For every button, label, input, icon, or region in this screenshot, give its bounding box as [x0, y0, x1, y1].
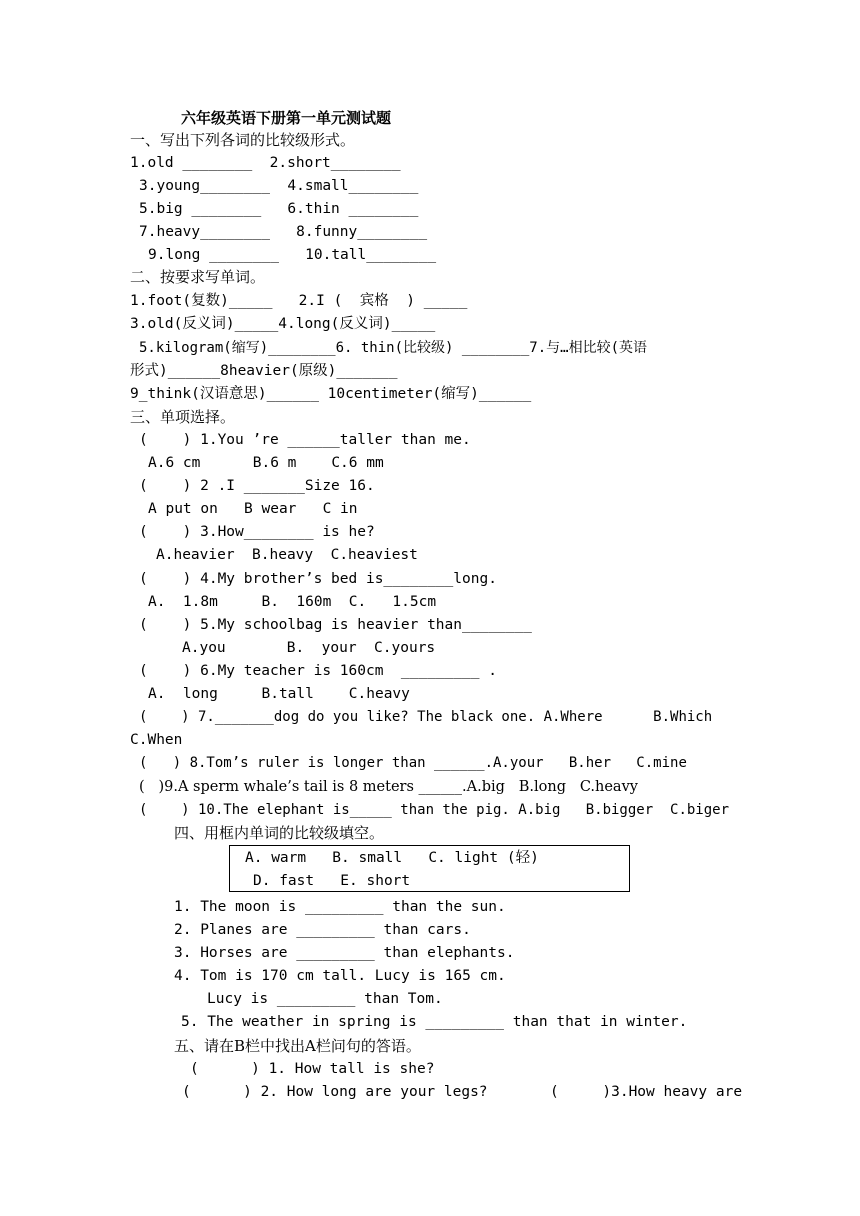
match-line: ( ) 2. How long are your legs?: [182, 1084, 488, 1100]
options-line: A. 1.8m B. 160m C. 1.5cm: [148, 594, 437, 610]
question-line: ( )9.A sperm whale’s tail is 8 meters ______.A.big B.long C.heavy: [139, 779, 638, 795]
fill-blank-line: 3. Horses are _________ than elephants.: [174, 945, 515, 961]
word-box-line: D. fast E. short: [253, 873, 411, 889]
options-line: C.When: [130, 732, 183, 748]
fill-blank-line: 1. The moon is _________ than the sun.: [174, 899, 506, 915]
match-line: ( )3.How heavy are: [550, 1084, 743, 1100]
section-heading-3: 三、单项选择。: [130, 408, 236, 426]
options-line: A.you B. your C.yours: [182, 640, 436, 656]
fill-blank-line: 4. Tom is 170 cm tall. Lucy is 165 cm.: [174, 968, 506, 984]
question-line: ( ) 3.How________ is he?: [139, 524, 375, 540]
exercise-line: 1.foot(复数)_____ 2.I ( 宾格 ) _____: [130, 293, 468, 309]
word-box-line: A. warm B. small C. light (轻): [245, 850, 539, 866]
exercise-line: 3.old(反义词)_____4.long(反义词)_____: [130, 316, 436, 332]
fill-blank-line: 5. The weather in spring is _________ than that in winter.: [181, 1014, 688, 1030]
exercise-line: 5.kilogram(缩写)________6. thin(比较级) ________7.与…相比较(英语: [139, 340, 648, 356]
exercise-line: 7.heavy________ 8.funny________: [139, 224, 428, 240]
question-line: ( ) 8.Tom’s ruler is longer than ______.A.your B.her C.mine: [139, 755, 687, 771]
exercise-line: 3.young________ 4.small________: [139, 178, 419, 194]
section-heading-4: 四、用框内单词的比较级填空。: [174, 824, 385, 842]
question-line: ( ) 2 .I _______Size 16.: [139, 478, 375, 494]
section-heading-1: 一、写出下列各词的比较级形式。: [130, 131, 356, 149]
question-line: ( ) 7._______dog do you like? The black one. A.Where B.Which: [139, 709, 713, 725]
fill-blank-line: Lucy is _________ than Tom.: [207, 991, 443, 1007]
section-heading-5: 五、请在B栏中找出A栏问句的答语。: [174, 1037, 421, 1055]
fill-blank-line: 2. Planes are _________ than cars.: [174, 922, 471, 938]
question-line: ( ) 4.My brother’s bed is________long.: [139, 571, 497, 587]
options-line: A put on B wear C in: [148, 501, 358, 517]
exercise-line: 9.long ________ 10.tall________: [148, 247, 437, 263]
question-line: ( ) 1.You ’re ______taller than me.: [139, 432, 471, 448]
options-line: A. long B.tall C.heavy: [148, 686, 410, 702]
question-line: ( ) 5.My schoolbag is heavier than________: [139, 617, 532, 633]
match-line: ( ) 1. How tall is she?: [190, 1061, 435, 1077]
question-line: ( ) 6.My teacher is 160cm _________ .: [139, 663, 497, 679]
exercise-line: 5.big ________ 6.thin ________: [139, 201, 419, 217]
options-line: A.6 cm B.6 m C.6 mm: [148, 455, 384, 471]
options-line: A.heavier B.heavy C.heaviest: [156, 547, 418, 563]
section-heading-2: 二、按要求写单词。: [130, 268, 266, 286]
question-line: ( ) 10.The elephant is_____ than the pig. A.big B.bigger C.biger: [139, 802, 730, 818]
page-title: 六年级英语下册第一单元测试题: [181, 109, 392, 127]
exercise-line: 1.old ________ 2.short________: [130, 155, 401, 171]
exercise-line: 9_think(汉语意思)______ 10centimeter(缩写)______: [130, 386, 532, 402]
exercise-line: 形式)______8heavier(原级)_______: [130, 363, 398, 379]
